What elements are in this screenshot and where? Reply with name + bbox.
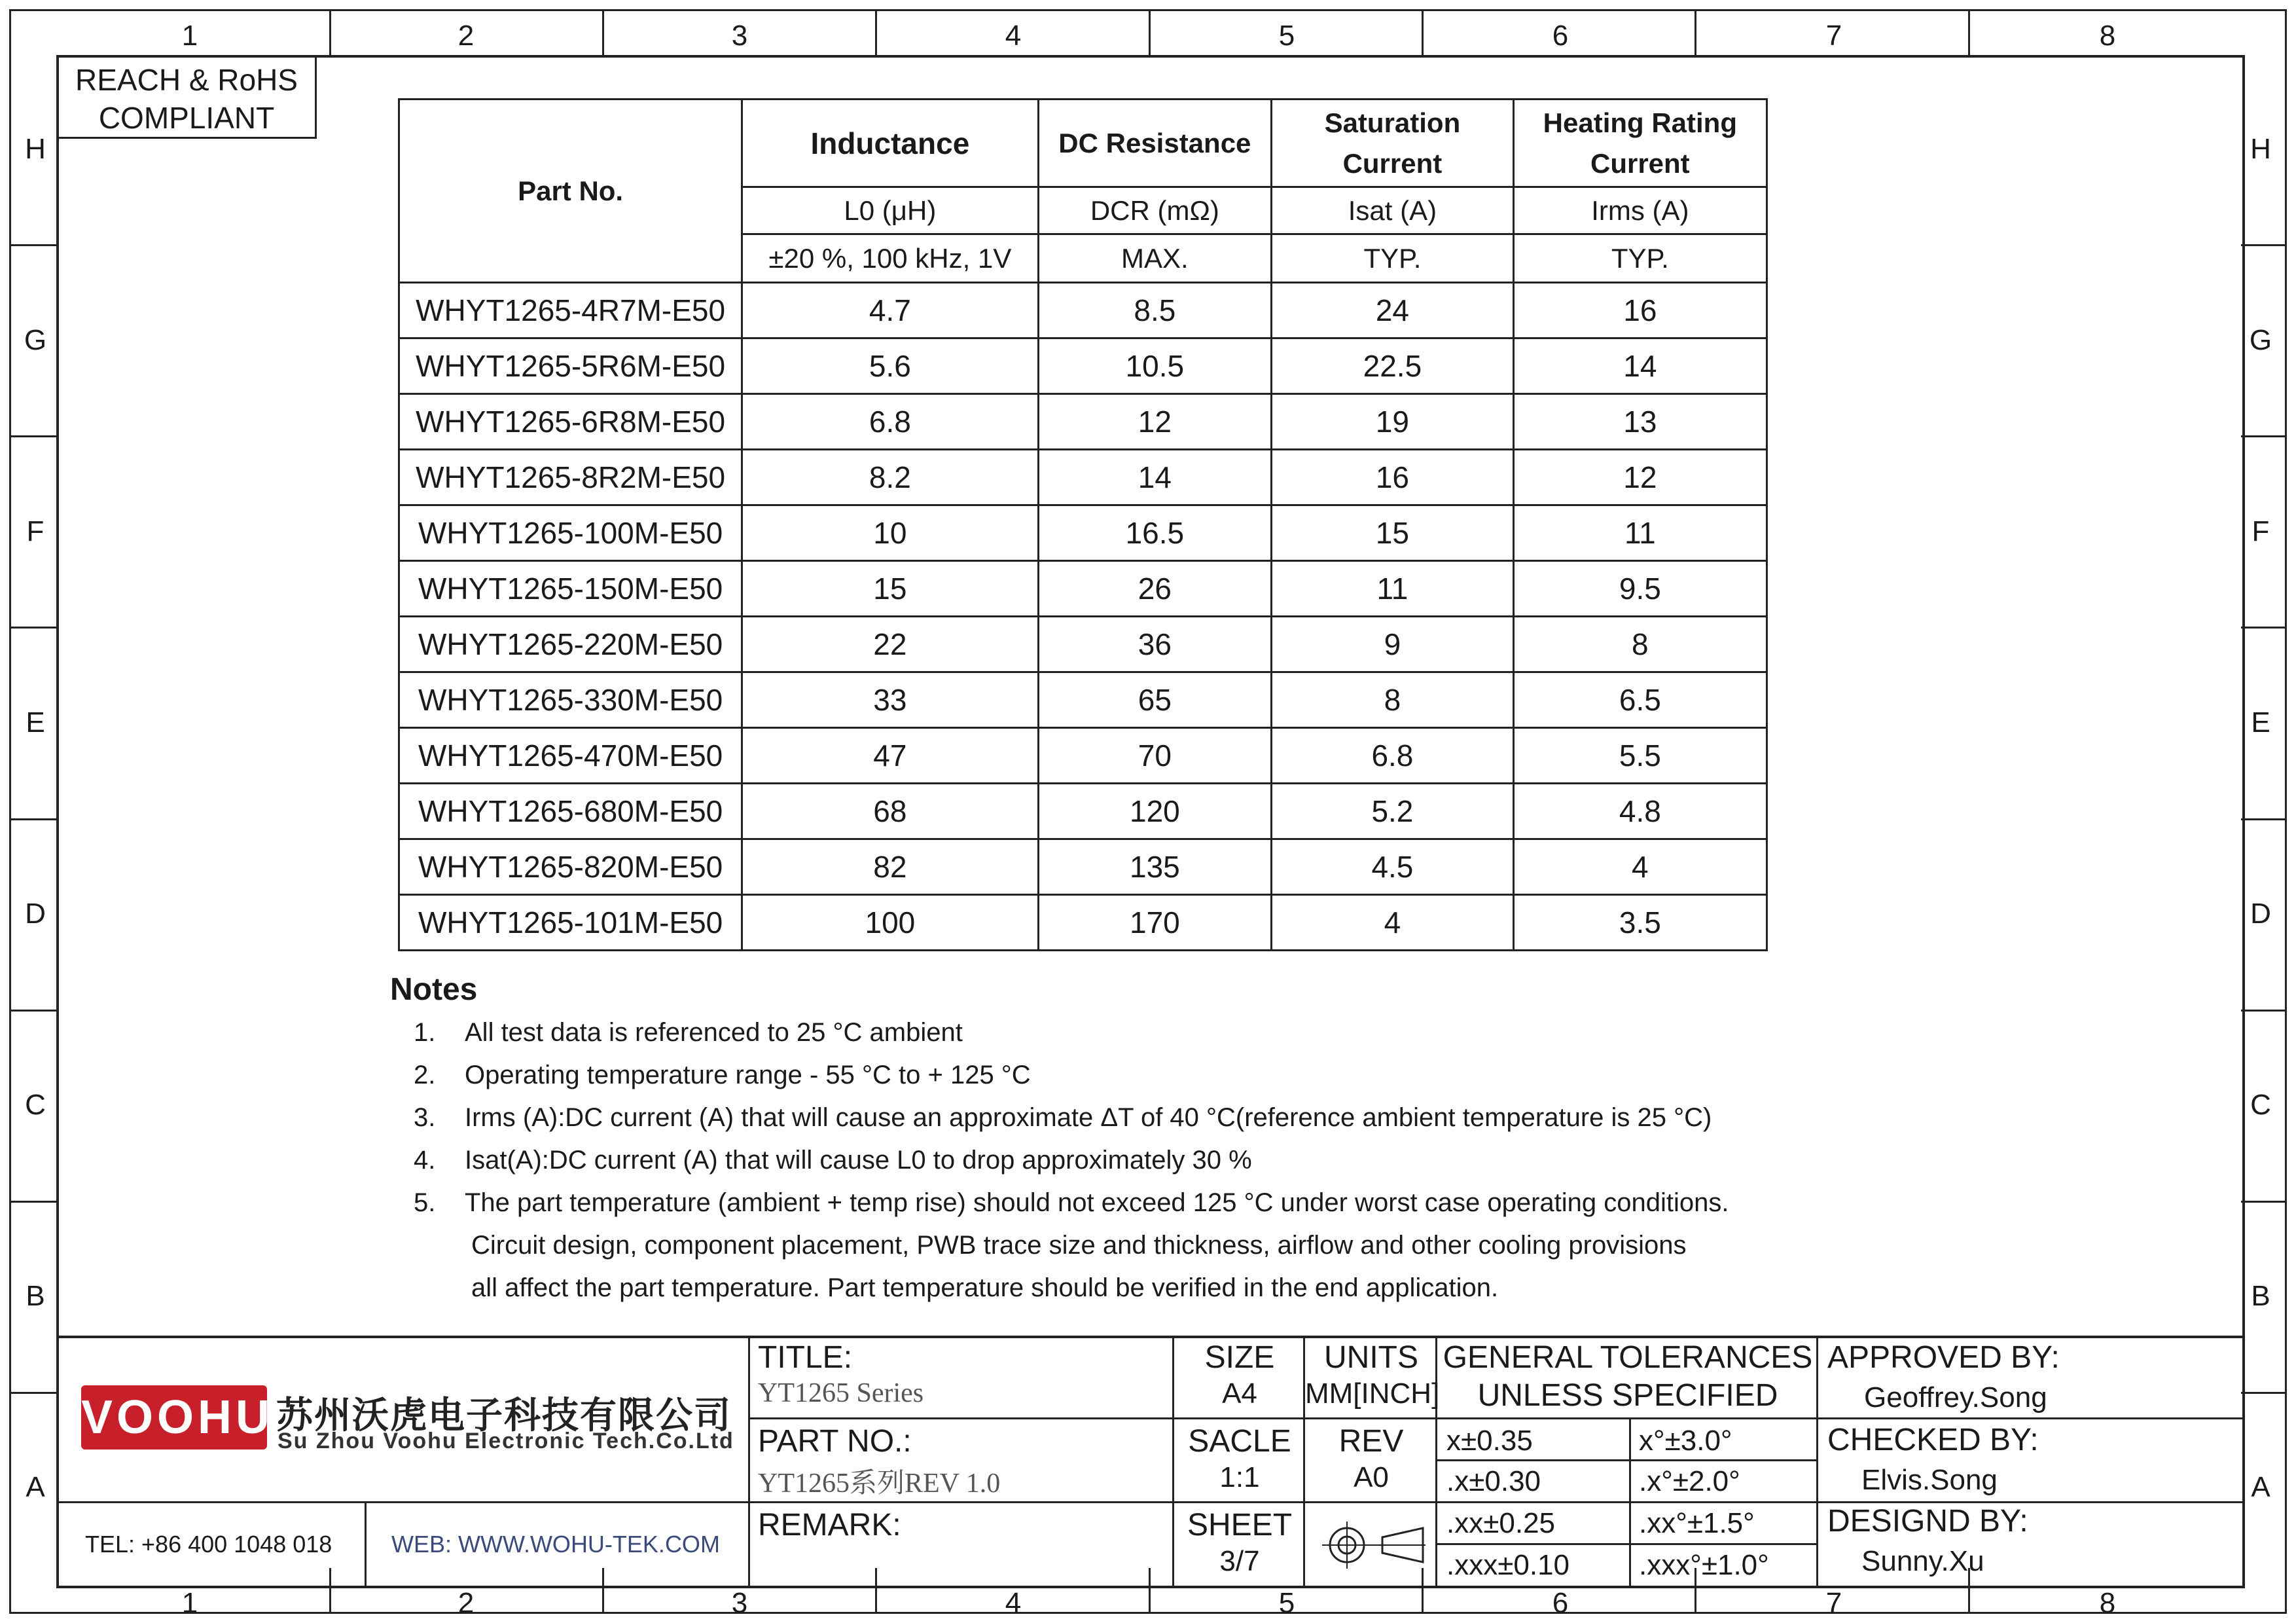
cell-dcr: 26 [1038,561,1272,617]
zone-col-top: 4 [1005,20,1022,52]
logo-text: VOOHU [81,1391,274,1444]
spec-table [398,98,1768,951]
note-number: 5. [414,1188,436,1217]
table-row [399,839,1767,895]
cell-irms: 13 [1513,394,1767,450]
header-isat-line2: Current [1342,147,1443,179]
cell-dcr: 65 [1038,672,1272,728]
checked-value: Elvis.Song [1861,1464,1998,1496]
zone-col-top: 7 [1825,20,1842,52]
header-irms-line2: Current [1590,147,1690,179]
tolerance-angular: .x°±2.0° [1639,1465,1740,1497]
zone-row-right: E [2251,706,2270,739]
cell-part-no: WHYT1265-220M-E50 [399,617,742,672]
cell-irms: 16 [1513,283,1767,338]
cell-inductance: 6.8 [742,394,1038,450]
rev-value: A0 [1354,1461,1389,1493]
zone-row-right: G [2249,324,2272,356]
note-text: The part temperature (ambient + temp rise) should not exceed 125 °C under worst case operating conditions. [465,1188,1729,1217]
scale-label: SACLE [1188,1424,1291,1459]
cell-part-no: WHYT1265-5R6M-E50 [399,338,742,394]
cell-irms: 3.5 [1513,895,1767,951]
cell-isat: 24 [1272,283,1514,338]
zone-row-right: B [2251,1280,2270,1312]
size-label: SIZE [1204,1340,1275,1375]
table-row [399,561,1767,617]
header-irms-line1: Heating Rating [1543,107,1737,138]
zone-row-right: H [2250,133,2271,165]
cell-isat: 19 [1272,394,1514,450]
cell-inductance: 22 [742,617,1038,672]
web-info: WEB: WWW.WOHU-TEK.COM [391,1531,720,1558]
note-continuation: all affect the part temperature. Part temperature should be verified in the end application. [471,1273,1499,1302]
note-continuation: Circuit design, component placement, PWB trace size and thickness, airflow and other cooling provisions [471,1231,1687,1260]
zone-row-left: H [25,133,46,165]
table-row [399,895,1767,951]
tolerance-angular: x°±3.0° [1639,1425,1732,1457]
note-number: 2. [414,1061,436,1089]
units-label: UNITS [1324,1340,1418,1375]
cell-dcr: 135 [1038,839,1272,895]
table-row [399,450,1767,505]
cell-isat: 6.8 [1272,728,1514,784]
table-row [399,505,1767,561]
cell-isat: 9 [1272,617,1514,672]
compliance-box [56,55,317,139]
zone-col-top: 6 [1552,20,1569,52]
header-irms [1513,100,1767,187]
projection-symbol-icon [1318,1519,1429,1571]
table-row [399,784,1767,839]
tolerance-linear: .xx±0.25 [1446,1507,1556,1539]
table-row [399,672,1767,728]
cell-inductance: 10 [742,505,1038,561]
cell-irms: 4 [1513,839,1767,895]
zone-col-top: 1 [181,20,198,52]
note-item [390,1097,1895,1139]
tolerances-title-line1: GENERAL TOLERANCES [1443,1340,1813,1375]
cell-irms: 11 [1513,505,1767,561]
zone-row-left: F [26,515,45,547]
designed-value: Sunny.Xu [1861,1545,1984,1577]
cell-irms: 9.5 [1513,561,1767,617]
cell-isat: 4 [1272,895,1514,951]
cell-inductance: 8.2 [742,450,1038,505]
cell-dcr: 36 [1038,617,1272,672]
part-label: PART NO.: [758,1424,912,1459]
cell-part-no: WHYT1265-100M-E50 [399,505,742,561]
cell-part-no: WHYT1265-820M-E50 [399,839,742,895]
approved-value: Geoffrey.Song [1864,1381,2047,1413]
cell-part-no: WHYT1265-330M-E50 [399,672,742,728]
cell-inductance: 15 [742,561,1038,617]
zone-col-top: 8 [2099,20,2116,52]
header-isat [1272,100,1514,187]
cell-part-no: WHYT1265-8R2M-E50 [399,450,742,505]
notes-title: Notes [390,972,478,1007]
designed-label: DESIGND BY: [1827,1504,2028,1539]
company-name-cn: 苏州沃虎电子科技有限公司 [276,1395,732,1436]
compliance-line1: REACH & RoHS [75,63,298,97]
cell-irms: 6.5 [1513,672,1767,728]
table-row [399,728,1767,784]
title-block [56,1336,2245,1588]
rev-label: REV [1338,1424,1404,1459]
cell-part-no: WHYT1265-101M-E50 [399,895,742,951]
zone-row-right: A [2251,1471,2270,1503]
zone-col-bottom: 1 [181,1587,198,1619]
table-row [399,394,1767,450]
zone-row-left: E [26,706,45,739]
cell-dcr: 16.5 [1038,505,1272,561]
cell-isat: 15 [1272,505,1514,561]
zone-col-top: 5 [1278,20,1295,52]
note-text: All test data is referenced to 25 °C ambient [465,1018,963,1047]
tolerance-angular: .xx°±1.5° [1639,1507,1755,1539]
condition-dcr: MAX. [1038,234,1272,283]
cell-isat: 4.5 [1272,839,1514,895]
title-label: TITLE: [758,1340,853,1375]
note-text: Isat(A):DC current (A) that will cause L0 to drop approximately 30 % [465,1146,1252,1175]
zone-col-top: 2 [457,20,475,52]
sheet-label: SHEET [1187,1508,1293,1542]
unit-irms: Irms (A) [1513,187,1767,234]
cell-part-no: WHYT1265-4R7M-E50 [399,283,742,338]
cell-part-no: WHYT1265-470M-E50 [399,728,742,784]
cell-irms: 8 [1513,617,1767,672]
cell-irms: 5.5 [1513,728,1767,784]
scale-value: 1:1 [1219,1461,1260,1493]
zone-col-bottom: 4 [1005,1587,1022,1619]
tolerances-title-line2: UNLESS SPECIFIED [1477,1378,1778,1413]
note-item [390,1054,1895,1097]
table-row [399,617,1767,672]
note-number: 4. [414,1146,436,1175]
company-name-en: Su Zhou Voohu Electronic Tech.Co.Ltd [278,1429,734,1453]
zone-col-bottom: 8 [2099,1587,2116,1619]
unit-inductance: L0 (μH) [742,187,1038,234]
sheet-value: 3/7 [1219,1545,1260,1577]
tel-info: TEL: +86 400 1048 018 [85,1531,332,1558]
table-row [399,283,1767,338]
cell-inductance: 5.6 [742,338,1038,394]
zone-col-bottom: 7 [1825,1587,1842,1619]
cell-dcr: 8.5 [1038,283,1272,338]
cell-isat: 22.5 [1272,338,1514,394]
cell-inductance: 82 [742,839,1038,895]
cell-inductance: 47 [742,728,1038,784]
tolerance-linear: .x±0.30 [1446,1465,1541,1497]
tolerance-angular: .xxx°±1.0° [1639,1549,1769,1581]
notes-section [390,972,1895,1309]
cell-dcr: 170 [1038,895,1272,951]
cell-part-no: WHYT1265-6R8M-E50 [399,394,742,450]
cell-irms: 14 [1513,338,1767,394]
note-item [390,1182,1895,1224]
units-value: MM[INCH] [1305,1377,1440,1410]
zone-row-left: A [26,1471,45,1503]
note-item [390,1012,1895,1054]
approved-label: APPROVED BY: [1827,1340,2060,1375]
tolerance-linear: x±0.35 [1446,1425,1533,1457]
cell-dcr: 14 [1038,450,1272,505]
company-logo [81,1385,274,1450]
title-value: YT1265 Series [758,1378,924,1408]
condition-inductance: ±20 %, 100 kHz, 1V [742,234,1038,283]
zone-row-right: D [2250,898,2271,930]
cell-isat: 16 [1272,450,1514,505]
zone-col-bottom: 3 [731,1587,748,1619]
zone-row-left: G [24,324,47,356]
zone-col-bottom: 6 [1552,1587,1569,1619]
note-item [390,1139,1895,1182]
zone-row-left: B [26,1280,45,1312]
checked-label: CHECKED BY: [1827,1423,2039,1457]
cell-dcr: 12 [1038,394,1272,450]
condition-isat: TYP. [1272,234,1514,283]
table-row [399,338,1767,394]
header-isat-line1: Saturation [1324,107,1461,138]
header-inductance: Inductance [742,100,1038,187]
cell-isat: 8 [1272,672,1514,728]
note-text: Irms (A):DC current (A) that will cause an approximate ΔT of 40 °C(reference ambient temperature is 25 °C) [465,1103,1712,1132]
cell-dcr: 10.5 [1038,338,1272,394]
note-number: 3. [414,1103,436,1132]
zone-row-left: D [25,898,46,930]
cell-isat: 11 [1272,561,1514,617]
cell-dcr: 70 [1038,728,1272,784]
header-dcr: DC Resistance [1038,100,1272,187]
zone-row-left: C [25,1089,46,1121]
cell-part-no: WHYT1265-150M-E50 [399,561,742,617]
condition-irms: TYP. [1513,234,1767,283]
unit-dcr: DCR (mΩ) [1038,187,1272,234]
cell-isat: 5.2 [1272,784,1514,839]
zone-col-top: 3 [731,20,748,52]
note-text: Operating temperature range - 55 °C to + 125 °C [465,1061,1031,1089]
zone-col-bottom: 5 [1278,1587,1295,1619]
compliance-line2: COMPLIANT [98,101,275,135]
cell-dcr: 120 [1038,784,1272,839]
cell-inductance: 68 [742,784,1038,839]
unit-isat: Isat (A) [1272,187,1514,234]
zone-row-right: F [2251,515,2270,547]
header-part-no: Part No. [399,100,742,283]
cell-inductance: 33 [742,672,1038,728]
zone-col-bottom: 2 [457,1587,475,1619]
cell-irms: 4.8 [1513,784,1767,839]
cell-part-no: WHYT1265-680M-E50 [399,784,742,839]
tolerance-linear: .xxx±0.10 [1446,1549,1570,1581]
cell-inductance: 4.7 [742,283,1038,338]
cell-inductance: 100 [742,895,1038,951]
size-value: A4 [1222,1377,1257,1410]
note-number: 1. [414,1018,436,1047]
remark-label: REMARK: [758,1508,901,1542]
cell-irms: 12 [1513,450,1767,505]
part-value: YT1265系列REV 1.0 [758,1468,1001,1499]
zone-row-right: C [2250,1089,2271,1121]
